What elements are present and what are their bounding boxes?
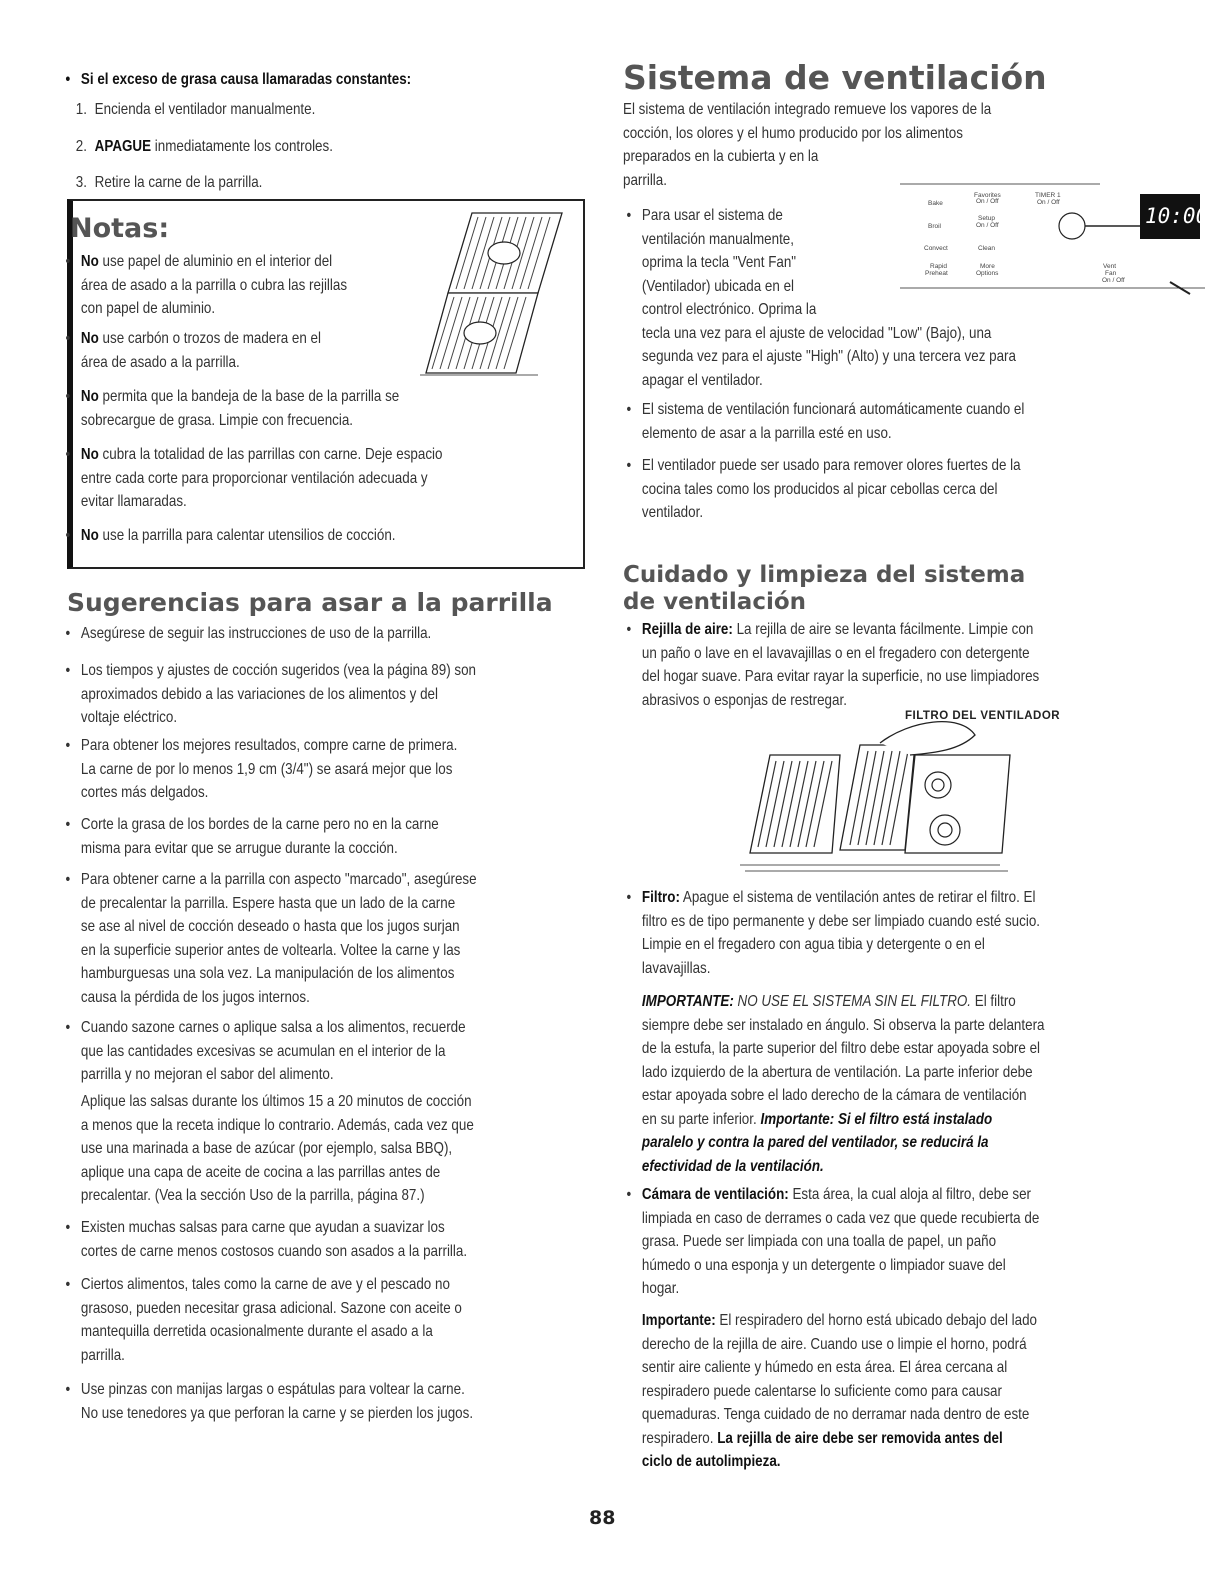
clean-key[interactable]: Clean: [978, 245, 995, 252]
bake-key[interactable]: Bake: [928, 200, 943, 207]
broil-key[interactable]: Broil: [928, 223, 942, 230]
sugerencia-3: • Para obtener los mejores resultados, compre carne de primera. La carne de por lo menos 1,9 cm (3/4") se asará mejor que los cortes más delgados.: [62, 734, 610, 805]
fan-label: Fan: [1105, 270, 1117, 277]
filtro-paragraph: • Filtro: Apague el sistema de ventilación antes de retirar el filtro. El filtro es de tipo permanente y debe ser limpiado cuando esté sucio. Limpie en el fregadero con agua tibia y detergente o en el lavavajillas.: [623, 886, 1171, 980]
importante-2-paragraph: Importante: El respiradero del horno está ubicado debajo del lado derecho de la rejilla de aire. Cuando use o limpie el horno, podrá sentir aire caliente y húmedo en esta área. El área cercana al respiradero puede calentarse lo suficiente como para causar quemaduras. Tenga cuidado de no derramar nada dentro de este respiradero. La rejilla de aire debe ser removida antes del ciclo de autolimpieza.: [641, 1312, 1038, 1470]
step-3: 3. Retire la carne de la parrilla.: [75, 174, 263, 191]
note-4: • No cubra la totalidad de las parrillas con carne. Deje espacio entre cada corte para proporcionar ventilación adecuada y evitar llamaradas.: [62, 443, 610, 514]
grill-grates-illustration: [420, 205, 580, 380]
rejilla-paragraph: • Rejilla de aire: La rejilla de aire se levanta fácilmente. Limpie con un paño o lave en el lavavajillas o en el fregadero con detergente del hogar suave. Para evitar rayar la superficie, no use limpiadores abrasivos o esponjas de restregar.: [623, 618, 1171, 712]
setup-sub: On / Off: [976, 222, 999, 229]
vent-filter-illustration: [740, 725, 1020, 875]
sugerencia-6: • Cuando sazone carnes o aplique salsa a los alimentos, recuerde que las cantidades excesivas se acumulan en el interior de la parrilla y no mejoran el sabor del alimento.: [62, 1016, 610, 1087]
sugerencia-1: • Asegúrese de seguir las instrucciones de uso de la parrilla.: [62, 622, 610, 646]
rapid-key[interactable]: Rapid: [930, 263, 947, 270]
sistema-heading: Sistema de ventilación: [623, 58, 1047, 97]
sugerencias-heading: Sugerencias para asar a la parrilla: [67, 588, 553, 617]
note-2: • No use carbón o trozos de madera en el área de asado a la parrilla.: [62, 327, 442, 374]
sugerencia-5: • Para obtener carne a la parrilla con aspecto "marcado", asegúrese de precalentar la parrilla. Espere hasta que un lado de la carne se ase al nivel de cocción deseado o hasta que los jugos surjan en la superficie superior antes de voltearla. Voltee la carne y las hamburguesas una sola vez. La manipulación de los alimentos causa la pérdida de los jugos internos.: [62, 868, 610, 1009]
more-key[interactable]: More: [980, 263, 995, 270]
sugerencia-8: • Ciertos alimentos, tales como la carne de ave y el pescado no grasoso, pueden necesitar grasa adicional. Sazone con aceite o mantequilla derretida ocasionalmente durante el asado a la parrilla.: [62, 1273, 610, 1367]
flare-up-heading: • Si el exceso de grasa causa llamaradas constantes:: [62, 68, 610, 92]
sugerencia-9: • Use pinzas con manijas largas o espátulas para voltear la carne. No use tenedores ya que perforan la carne y se pierden los jugos.: [62, 1378, 610, 1425]
step-2: 2. APAGUE inmediatamente los controles.: [75, 137, 333, 155]
note-1: • No use papel de aluminio en el interior del área de asado a la parrilla o cubra las rejillas con papel de aluminio.: [62, 250, 442, 321]
cuidado-heading: [623, 562, 1025, 616]
cuidado-heading-line1: Cuidado y limpieza del sistema: [623, 562, 1026, 588]
sugerencia-4: • Corte la grasa de los bordes de la carne pero no en la carne misma para evitar que se arrugue durante la cocción.: [62, 813, 610, 860]
cuidado-heading-line2: de ventilación: [623, 589, 807, 615]
figure-label: FILTRO DEL VENTILADOR: [905, 710, 1061, 722]
vent-bullet-2: • El sistema de ventilación funcionará automáticamente cuando el elemento de asar a la parrilla esté en uso.: [623, 398, 1171, 445]
vent-bullet-3: • El ventilador puede ser usado para remover olores fuertes de la cocina tales como los producidos al picar cebollas cerca del ventilador.: [623, 454, 1171, 525]
note-3: • No permita que la bandeja de la base de la parrilla se sobrecargue de grasa. Limpie con frecuencia.: [62, 385, 610, 432]
display-time: 10:00: [1145, 204, 1209, 228]
favorites-sub: On / Off: [976, 198, 999, 205]
favorites-key[interactable]: Favorites: [974, 192, 1001, 199]
sistema-intro: El sistema de ventilación integrado remueve los vapores de la cocción, los olores y el humo producido por los alimentos preparados en la cubierta y en la parrilla.: [623, 101, 992, 189]
note-5: • No use la parrilla para calentar utensilios de cocción.: [62, 524, 610, 548]
convect-key[interactable]: Convect: [924, 245, 948, 252]
sugerencia-6-continued: Aplique las salsas durante los últimos 15 a 20 minutos de cocción a menos que la receta indique lo contrario. Además, cada vez que use una marinada a base de azúcar (por ejemplo, salsa BBQ), aplique una capa de aceite de cocina a las parrillas antes de precalentar. (Vea la sección Uso de la parrilla, página 87.): [80, 1093, 474, 1204]
importante-paragraph: IMPORTANTE: NO USE EL SISTEMA SIN EL FILTRO. El filtro siempre debe ser instalado en ángulo. Si observa la parte delantera de la estufa, la parte superior del filtro debe estar apoyada sobre el lado izquierdo de la abertura de ventilación. La parte inferior debe estar apoyada sobre el lado derecho de la cámara de ventilación en su parte inferior. Importante: Si el filtro está instalado paralelo y contra la pared del ventilador, se reducirá la efectividad de la ventilación.: [641, 993, 1045, 1175]
setup-key[interactable]: Setup: [978, 215, 995, 222]
control-panel-labels: [900, 184, 1209, 294]
flare-up-steps: [62, 98, 592, 208]
timer-key[interactable]: TIMER 1: [1035, 192, 1061, 199]
sugerencia-2: • Los tiempos y ajustes de cocción sugeridos (vea la página 89) son aproximados debido a las variaciones de los alimentos y del voltaje eléctrico.: [62, 659, 610, 730]
step-1: 1. Encienda el ventilador manualmente.: [75, 101, 316, 118]
vent-label: Vent: [1103, 263, 1117, 270]
notes-title: Notas:: [70, 213, 170, 244]
vent-bullet-1: • Para usar el sistema de ventilación manualmente, oprima la tecla "Vent Fan" (Ventilador) ubicada en el control electrónico. Oprima la tecla una vez para el ajuste de velocidad "Low" (Bajo), una segunda vez para el ajuste "High" (Alto) y una tercera vez para apagar el ventilador.: [623, 204, 1098, 392]
preheat-label: Preheat: [925, 270, 948, 277]
options-label: Options: [976, 270, 999, 277]
camara-paragraph: • Cámara de ventilación: Esta área, la cual aloja al filtro, debe ser limpiada en caso de derrames o cada vez que quede recubierta de grasa. Puede ser limpiada con una toalla de papel, un paño húmedo o una esponja y un detergente o limpiador suave del hogar.: [623, 1183, 1171, 1301]
page-number: 88: [589, 1507, 616, 1529]
vent-sub: On / Off: [1102, 277, 1125, 284]
timer-sub: On / Off: [1037, 199, 1060, 206]
sugerencia-7: • Existen muchas salsas para carne que ayudan a suavizar los cortes de carne menos costosos cuando son asados a la parrilla.: [62, 1216, 610, 1263]
